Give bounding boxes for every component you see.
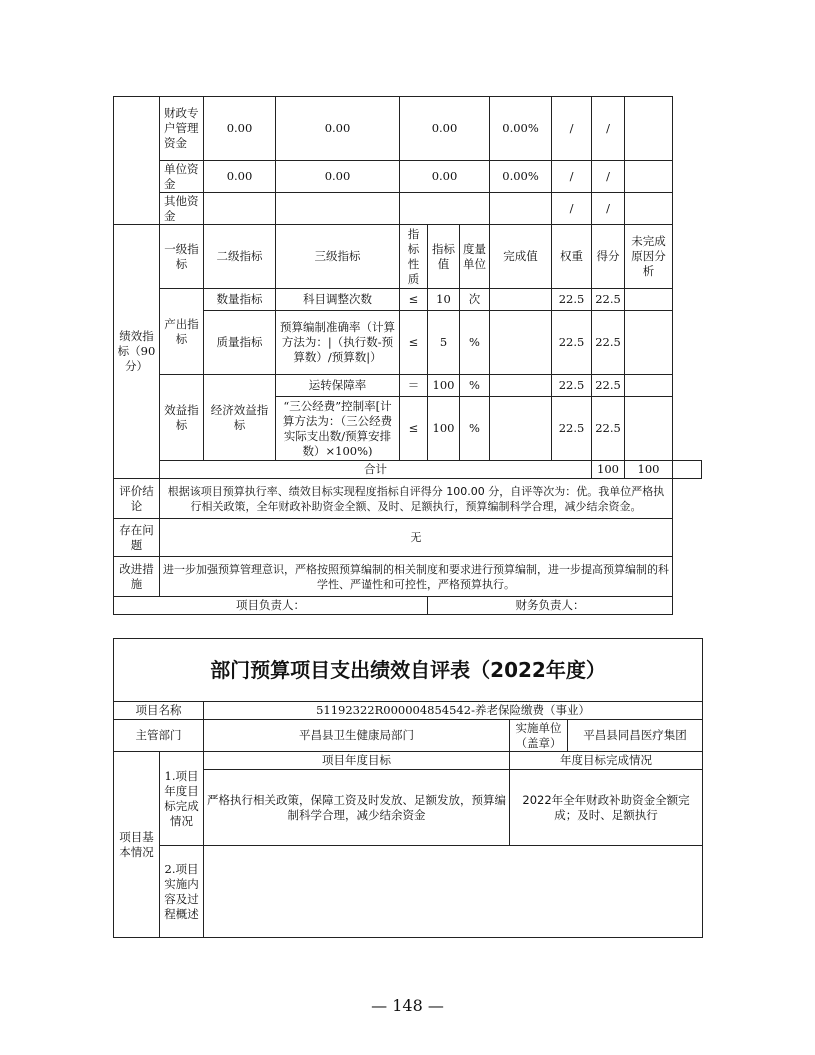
indicator-level3: 运转保障率 (276, 375, 400, 397)
page-number: — 148 — (371, 996, 444, 1015)
project-name-value: 51192322R000004854542-养老保险缴费（事业） (204, 702, 703, 720)
eval-label: 评价结论 (114, 479, 160, 519)
blank-cell (625, 397, 673, 461)
fund-slash: / (552, 97, 592, 161)
impl-value: 平昌县同昌医疗集团 (568, 720, 703, 752)
sub2-text (204, 846, 703, 938)
improve-text: 进一步加强预算管理意识，严格按照预算编制的相关制度和要求进行预算编制，进一步提高预算编制的科学性、严谨性和可控性，严格预算执行。 (160, 557, 673, 597)
project-name-label: 项目名称 (114, 702, 204, 720)
blank-cell (625, 375, 673, 397)
indicator-value: 5 (428, 311, 460, 375)
eval-text: 根据该项目预算执行率、绩效目标实现程度指标自评得分 100.00 分，自评等次为：优。我单位严格执行相关政策，全年财政补助资金全额、及时、足额执行，预算编制科学合理，减少结余资金。 (160, 479, 673, 519)
indicator-unit: % (460, 375, 490, 397)
blank-cell (625, 289, 673, 311)
fund-value: 0.00 (400, 97, 490, 161)
fund-name: 单位资金 (160, 161, 204, 193)
blank-cell (625, 311, 673, 375)
finance-label: 财务负责人： (428, 597, 673, 615)
blank-cell (673, 461, 702, 479)
issue-label: 存在问题 (114, 519, 160, 557)
header-unit: 度量单位 (460, 225, 490, 289)
indicator-value: 10 (428, 289, 460, 311)
indicator-done (490, 375, 552, 397)
indicator-weight: 22.5 (552, 397, 592, 461)
fund-slash: / (592, 193, 625, 225)
indicator-nature: ≤ (400, 311, 428, 375)
indicator-nature: ≤ (400, 397, 428, 461)
fund-value (204, 193, 276, 225)
goal-text: 严格执行相关政策，保障工资及时发放、足额发放，预算编制科学合理，减少结余资金 (204, 770, 510, 846)
fund-value: 0.00 (276, 161, 400, 193)
basic-info-label: 项目基本情况 (114, 752, 160, 938)
sub2-label: 2.项目实施内容及过程概述 (160, 846, 204, 938)
fund-name: 其他资金 (160, 193, 204, 225)
fund-slash: / (592, 161, 625, 193)
issue-text: 无 (160, 519, 673, 557)
indicator-score: 22.5 (592, 289, 625, 311)
total-weight: 100 (592, 461, 625, 479)
indicator-weight: 22.5 (552, 311, 592, 375)
indicator-level3: 科目调整次数 (276, 289, 400, 311)
output-indicator-label: 产出指标 (160, 289, 204, 375)
header-level1: 一级指标 (160, 225, 204, 289)
blank-cell (625, 97, 673, 161)
improve-label: 改进措施 (114, 557, 160, 597)
fund-rate: 0.00% (490, 97, 552, 161)
indicator-nature: ≤ (400, 289, 428, 311)
indicator-level3: 预算编制准确率（计算方法为：|（执行数-预算数）/预算数|） (276, 311, 400, 375)
header-value: 指标值 (428, 225, 460, 289)
fund-name: 财政专户管理资金 (160, 97, 204, 161)
fund-value: 0.00 (204, 97, 276, 161)
form-title: 部门预算项目支出绩效自评表（2022年度） (114, 639, 703, 702)
benefit-indicator-label: 效益指标 (160, 375, 204, 461)
indicator-score: 22.5 (592, 397, 625, 461)
goal-header: 项目年度目标 (204, 752, 510, 770)
indicator-value: 100 (428, 397, 460, 461)
indicator-done (490, 397, 552, 461)
header-weight: 权重 (552, 225, 592, 289)
performance-table-bottom (113, 638, 703, 938)
indicator-unit: 次 (460, 289, 490, 311)
performance-table-top (113, 96, 702, 615)
dept-label: 主管部门 (114, 720, 204, 752)
fund-value (400, 193, 490, 225)
owner-label: 项目负责人： (114, 597, 428, 615)
indicator-done (490, 289, 552, 311)
indicator-unit: % (460, 397, 490, 461)
sub1-label: 1.项目年度目标完成情况 (160, 752, 204, 846)
fund-value: 0.00 (204, 161, 276, 193)
indicator-weight: 22.5 (552, 289, 592, 311)
indicator-nature: ＝ (400, 375, 428, 397)
blank-cell (114, 97, 160, 225)
header-done: 完成值 (490, 225, 552, 289)
fund-value: 0.00 (276, 97, 400, 161)
indicator-unit: % (460, 311, 490, 375)
indicator-level2: 质量指标 (204, 311, 276, 375)
perf-indicator-label: 绩效指标（90分） (114, 225, 160, 479)
header-level2: 二级指标 (204, 225, 276, 289)
fund-value: 0.00 (400, 161, 490, 193)
header-nature: 指标性质 (400, 225, 428, 289)
blank-cell (625, 161, 673, 193)
header-reason: 未完成原因分析 (625, 225, 673, 289)
total-label: 合计 (160, 461, 592, 479)
indicator-level2: 经济效益指标 (204, 375, 276, 461)
dept-value: 平昌县卫生健康局部门 (204, 720, 510, 752)
header-level3: 三级指标 (276, 225, 400, 289)
total-score: 100 (625, 461, 673, 479)
blank-cell (625, 193, 673, 225)
done-header: 年度目标完成情况 (510, 752, 703, 770)
indicator-weight: 22.5 (552, 375, 592, 397)
indicator-score: 22.5 (592, 375, 625, 397)
fund-slash: / (592, 97, 625, 161)
done-text: 2022年全年财政补助资金全额完成；及时、足额执行 (510, 770, 703, 846)
indicator-score: 22.5 (592, 311, 625, 375)
header-score: 得分 (592, 225, 625, 289)
indicator-value: 100 (428, 375, 460, 397)
fund-rate: 0.00% (490, 161, 552, 193)
fund-value (276, 193, 400, 225)
indicator-done (490, 311, 552, 375)
fund-rate (490, 193, 552, 225)
fund-slash: / (552, 161, 592, 193)
indicator-level2: 数量指标 (204, 289, 276, 311)
fund-slash: / (552, 193, 592, 225)
indicator-level3: “三公经费”控制率[计算方法为：（三公经费实际支出数/预算安排数）×100%) (276, 397, 400, 461)
impl-label: 实施单位（盖章） (510, 720, 568, 752)
